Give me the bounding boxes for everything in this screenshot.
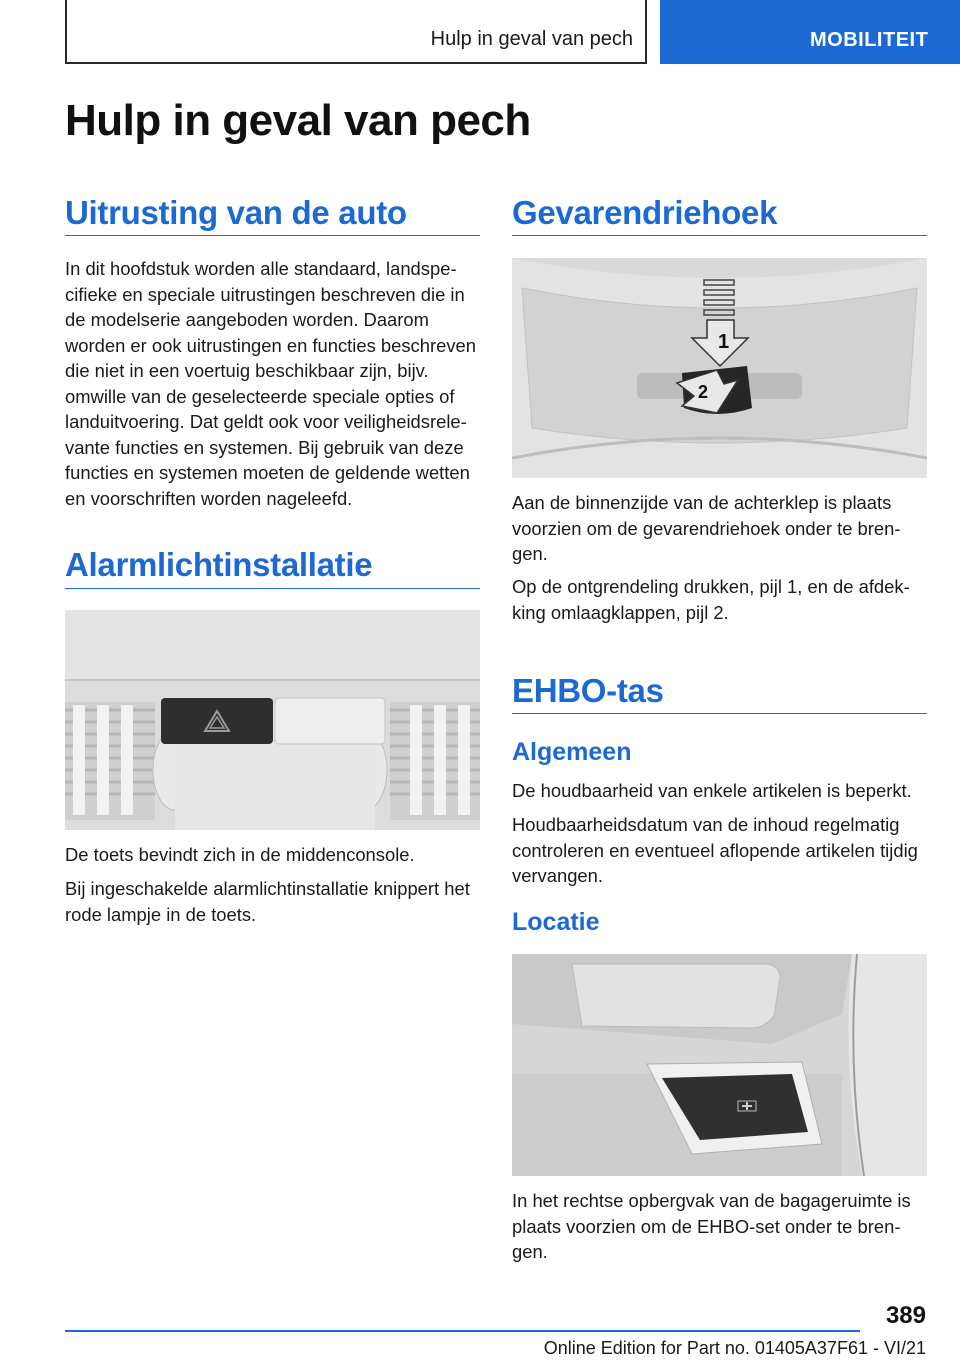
gevaren-text-1: Aan de binnenzijde van de achterklep is plaats voorzien om de gevarendriehoek onder te brengen. (512, 492, 901, 564)
edition-text: Online Edition for Part no. 01405A37F61 - VI/21 (543, 1338, 926, 1358)
chapter-tab-label: MOBILITEIT (810, 29, 929, 51)
footer-rule (65, 1330, 860, 1332)
page-title: Hulp in geval van pech (65, 96, 531, 145)
alarm-text-2: Bij ingeschakelde alarmlichtinstallatie knippert het rode lampje in de toets. (65, 878, 470, 925)
heading-uitrusting: Uitrusting van de auto (65, 194, 480, 236)
algemeen-text-1: De houdbaarheid van enkele artikelen is beperkt. (512, 780, 912, 801)
figure-label-1: 1 (718, 331, 730, 353)
uitrusting-text: In dit hoofdstuk worden alle standaard, landspecifieke en speciale uitrustingen beschreven die in de modelserie aangeboden worden. Daarom worden er ook uitrustingen en functies beschreven die niet in een voertuig beschikbaar zijn, bijv. omwille van de geselecteerde speciale opties of landuitvoering. Dat geldt ook voor veiligheidsrelevante functies en systemen. Bij gebruik van deze functies en systemen moeten de geldende wetten en voorschriften worden nageleefd. (65, 258, 476, 509)
alarm-text-1: De toets bevindt zich in de middenconsole. (65, 844, 415, 865)
heading-gevarendriehoek: Gevarendriehoek (512, 194, 927, 236)
heading-locatie: Locatie (512, 908, 600, 936)
chapter-tab[interactable] (660, 0, 960, 64)
heading-algemeen: Algemeen (512, 738, 632, 766)
heading-alarmlicht: Alarmlichtinstallatie (65, 546, 480, 589)
hazard-switch-figure (65, 610, 480, 830)
heading-ehbo-tas: EHBO-tas (512, 672, 927, 714)
figure-label-2: 2 (698, 382, 709, 402)
running-header (65, 0, 647, 64)
algemeen-text-2: Houdbaarheidsdatum van de inhoud regelmatig controleren en eventueel aflopende artikelen tijdig vervangen. (512, 814, 918, 886)
first-aid-kit-figure (512, 954, 927, 1176)
warning-triangle-figure (512, 258, 927, 478)
gevaren-text-2: Op de ontgrendeling drukken, pijl 1, en de afdekking omlaagklappen, pijl 2. (512, 576, 910, 623)
page-number: 389 (885, 1302, 926, 1329)
locatie-text: In het rechtse opbergvak van de bagageruimte is plaats voorzien om de EHBO-set onder te brengen. (512, 1190, 911, 1262)
header-section-title: Hulp in geval van pech (430, 28, 633, 50)
